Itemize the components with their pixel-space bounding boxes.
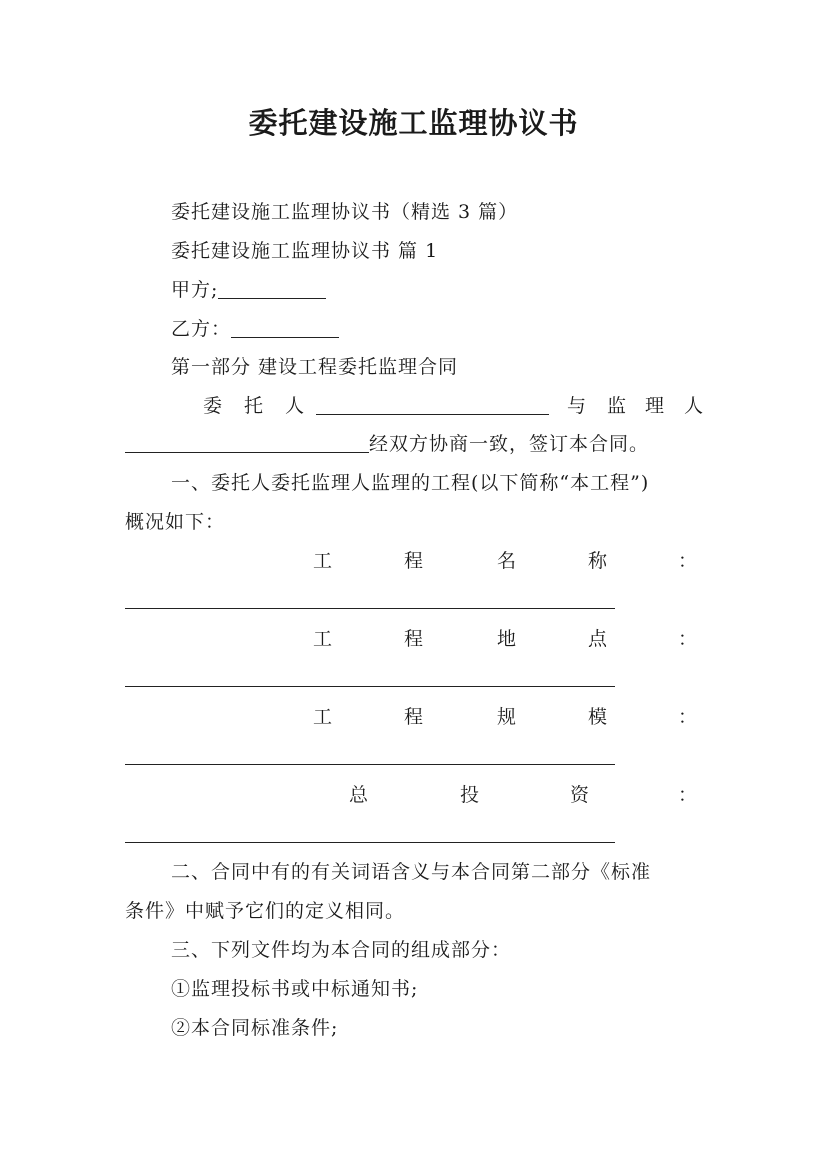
list-item: ②本合同标准条件;	[171, 1017, 339, 1039]
clause-two: 二、合同中有的有关词语含义与本合同第二部分《标准	[171, 861, 652, 883]
project-scale-char: 程	[404, 706, 424, 728]
project-name-char: 名	[497, 550, 517, 572]
principal-char: 人	[285, 395, 305, 417]
party-b-blank	[231, 319, 339, 338]
project-location-char: ：	[678, 628, 698, 650]
list-item: ①监理投标书或中标通知书;	[171, 978, 419, 1000]
supervisor-char: 监	[607, 395, 627, 417]
principal-blank	[316, 396, 549, 415]
total-investment-char: 投	[460, 784, 480, 806]
project-scale-char: 工	[313, 706, 333, 728]
party-b-line	[171, 317, 339, 341]
supervisor-char: 人	[684, 395, 704, 417]
total-investment-char: 总	[349, 784, 369, 806]
agreement-line	[125, 432, 649, 456]
project-location-char: 地	[497, 628, 517, 650]
project-scale-char: 规	[497, 706, 517, 728]
clause-one: 一、委托人委托监理人监理的工程(以下简称“本工程”)	[171, 472, 650, 494]
article-heading: 委托建设施工监理协议书 篇 1	[171, 240, 439, 262]
principal-char: 委	[203, 395, 223, 417]
principal-char: 托	[244, 395, 264, 417]
supervisor-char: 理	[645, 395, 665, 417]
project-name-blank	[125, 608, 615, 609]
supervisor-char: 与	[567, 395, 587, 417]
total-investment-blank	[125, 842, 615, 843]
project-name-char: ：	[678, 550, 698, 572]
party-a-line	[171, 278, 326, 302]
document-title: 委托建设施工监理协议书	[248, 106, 579, 140]
party-a-label: 甲方;	[171, 279, 219, 301]
subtitle: 委托建设施工监理协议书（精选 3 篇）	[171, 201, 519, 223]
project-location-char: 点	[588, 628, 608, 650]
project-scale-blank	[125, 764, 615, 765]
clause-two-cont: 条件》中赋予它们的定义相同。	[125, 900, 406, 922]
clause-three: 三、下列文件均为本合同的组成部分：	[171, 939, 512, 961]
party-b-label: 乙方：	[171, 318, 232, 340]
project-name-char: 工	[313, 550, 333, 572]
project-name-char: 程	[404, 550, 424, 572]
clause-one-cont: 概况如下：	[125, 511, 226, 533]
project-location-blank	[125, 686, 615, 687]
project-name-char: 称	[588, 550, 608, 572]
project-location-char: 程	[404, 628, 424, 650]
total-investment-char: 资	[570, 784, 590, 806]
project-location-char: 工	[313, 628, 333, 650]
supervisor-blank	[125, 434, 369, 453]
party-a-blank	[218, 280, 326, 299]
total-investment-char: ：	[678, 784, 698, 806]
project-scale-char: 模	[588, 706, 608, 728]
agreement-text: 经双方协商一致，签订本合同。	[369, 433, 650, 455]
project-scale-char: ：	[678, 706, 698, 728]
part-one-heading: 第一部分 建设工程委托监理合同	[171, 356, 459, 378]
